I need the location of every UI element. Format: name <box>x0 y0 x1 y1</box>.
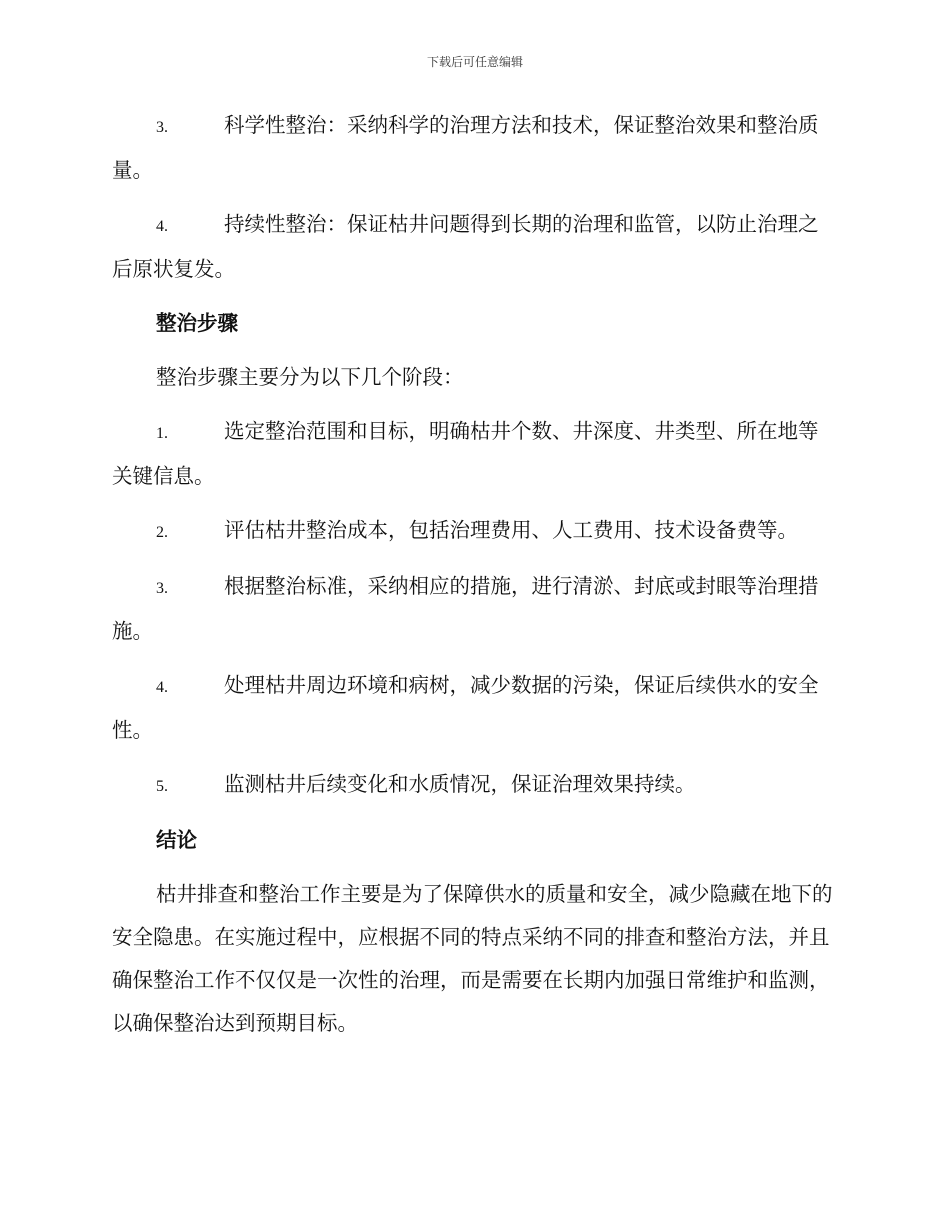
step-item-2 <box>112 509 834 554</box>
list-text: 监测枯井后续变化和水质情况，保证治理效果持续。 <box>224 772 696 796</box>
list-number: 1. <box>156 425 168 442</box>
principle-item-4 <box>112 203 834 291</box>
step-item-5 <box>112 763 834 808</box>
steps-intro: 整治步骤主要分为以下几个阶段： <box>156 365 464 389</box>
list-text: 选定整治范围和目标，明确枯井个数、井深度、井类型、所在地等关键信息。 <box>112 419 819 488</box>
list-number: 5. <box>156 778 168 795</box>
list-text: 处理枯井周边环境和病树，减少数据的污染，保证后续供水的安全性。 <box>112 673 819 742</box>
list-text: 评估枯井整治成本，包括治理费用、人工费用、技术设备费等。 <box>224 518 798 542</box>
list-number: 2. <box>156 524 168 541</box>
section-heading-steps: 整治步骤 <box>156 311 238 335</box>
page-header: 下载后可任意编辑 <box>426 55 523 69</box>
list-text: 持续性整治：保证枯井问题得到长期的治理和监管，以防止治理之后原状复发。 <box>112 212 819 281</box>
conclusion-paragraph: 枯井排查和整治工作主要是为了保障供水的质量和安全，减少隐藏在地下的安全隐患。在实施过程中，应根据不同的特点采纳不同的排查和整治方法，并且确保整治工作不仅仅是一次性的治理，而是需要在长期内加强日常维护和监测，以确保整治达到预期目标。 <box>112 882 833 1035</box>
section-heading-conclusion: 结论 <box>156 828 197 852</box>
step-item-3 <box>112 565 834 653</box>
list-text: 科学性整治：采纳科学的治理方法和技术，保证整治效果和整治质量。 <box>112 113 819 182</box>
list-number: 4. <box>156 218 168 235</box>
list-number: 4. <box>156 679 168 696</box>
list-number: 3. <box>156 119 168 136</box>
step-item-4 <box>112 664 834 752</box>
principle-item-3 <box>112 104 834 192</box>
list-number: 3. <box>156 580 168 597</box>
step-item-1 <box>112 410 834 498</box>
list-text: 根据整治标准，采纳相应的措施，进行清淤、封底或封眼等治理措施。 <box>112 574 819 643</box>
document-body <box>112 104 834 1045</box>
